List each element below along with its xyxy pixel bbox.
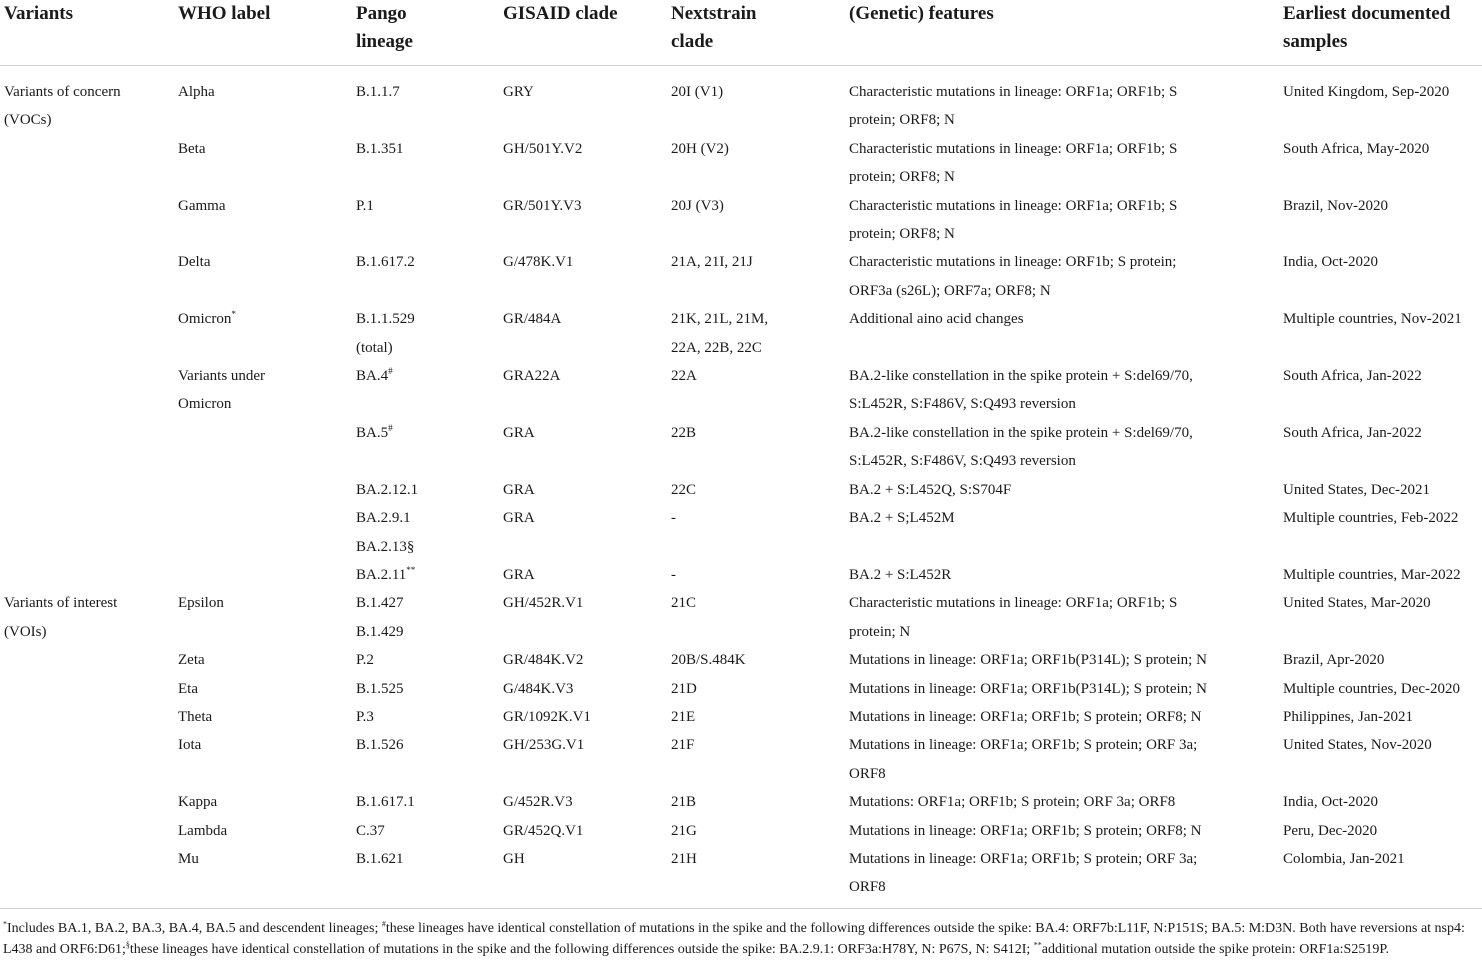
gisaid-clade-cell: GH <box>499 845 667 908</box>
genetic-features-cell: BA.2-like constellation in the spike protein + S:del69/70, S:L452R, S:F486V, S:Q493 reversion <box>849 424 1193 470</box>
table-row <box>0 703 1482 731</box>
nextstrain-clade-cell: 22B <box>671 424 697 441</box>
variant-group-cell <box>0 248 174 305</box>
genetic-features-cell: Characteristic mutations in lineage: ORF1a; ORF1b; S protein; ORF8; N <box>849 84 1178 129</box>
variant-group-cell <box>0 845 174 908</box>
genetic-features-cell: Characteristic mutations in lineage: ORF1a; ORF1b; S protein; ORF8; N <box>849 140 1178 186</box>
who-label-cell: Mu <box>174 845 352 908</box>
pango-lineage-cell: B.1.617.2 <box>356 254 415 271</box>
pango-lineage-cell: B.1.526 <box>356 737 404 754</box>
pango-lineage-cell: B.1.617.1 <box>356 794 415 811</box>
who-label-cell: Gamma <box>178 197 226 214</box>
gisaid-clade-cell: G/478K.V1 <box>503 254 574 271</box>
table-row <box>0 135 1482 192</box>
genetic-features-cell: Mutations in lineage: ORF1a; ORF1b(P314L); S protein; N <box>849 680 1207 697</box>
who-label-cell: Epsilon <box>178 595 224 612</box>
variant-group-cell <box>0 703 174 731</box>
earliest-samples-cell: Peru, Dec-2020 <box>1283 822 1378 839</box>
variant-group-cell <box>0 135 174 192</box>
pango-lineage-cell: BA.5# <box>356 422 393 441</box>
gisaid-clade-cell: GRY <box>503 84 534 100</box>
who-label-cell: Alpha <box>178 84 215 100</box>
who-label-cell: Omicron* <box>178 309 236 328</box>
earliest-samples-cell: India, Oct-2020 <box>1283 794 1378 811</box>
pango-lineage-cell: B.1.621 <box>352 845 499 908</box>
genetic-features-cell: BA.2 + S:L452R <box>849 566 952 583</box>
earliest-samples-cell: India, Oct-2020 <box>1283 254 1378 271</box>
earliest-samples-cell: Philippines, Jan-2021 <box>1283 708 1413 725</box>
nextstrain-clade-cell: 22A <box>671 368 697 385</box>
gisaid-clade-cell: GRA22A <box>503 368 561 385</box>
earliest-samples-cell: Multiple countries, Feb-2022 <box>1283 510 1459 527</box>
who-label-cell: Zeta <box>178 652 205 669</box>
variant-group-cell <box>0 504 174 561</box>
header-gisaid-clade: GISAID clade <box>499 0 667 66</box>
header-who-label: WHO label <box>174 0 352 66</box>
variant-group-cell <box>0 561 174 589</box>
variant-group-cell <box>0 362 174 419</box>
who-label-cell: Eta <box>178 680 198 697</box>
footnote-marker: § <box>125 940 130 950</box>
pango-lineage-cell: C.37 <box>356 822 385 839</box>
genetic-features-cell: Characteristic mutations in lineage: ORF1a; ORF1b; S protein; N <box>849 595 1178 640</box>
pango-lineage-cell: BA.2.12.1 <box>356 481 419 498</box>
nextstrain-clade-cell: - <box>671 566 676 583</box>
who-label-cell: Lambda <box>178 822 228 839</box>
variant-group-cell <box>0 817 174 845</box>
who-label-cell: Variants under Omicron <box>178 368 266 413</box>
nextstrain-clade-cell: 20B/S.484K <box>671 652 746 669</box>
table-row <box>0 817 1482 845</box>
nextstrain-clade-cell: 21E <box>671 708 696 725</box>
footnote-marker: # <box>381 919 386 929</box>
footnote-marker: ** <box>1033 940 1042 950</box>
who-label-cell: Kappa <box>178 794 218 811</box>
pango-lineage-cell: P.1 <box>356 197 374 214</box>
gisaid-clade-cell: GRA <box>503 481 535 498</box>
gisaid-clade-cell: GH/253G.V1 <box>503 737 585 754</box>
table-row <box>0 305 1482 362</box>
table-row <box>0 589 1482 646</box>
variant-group-cell <box>0 675 174 703</box>
earliest-samples-cell: Colombia, Jan-2021 <box>1279 845 1482 908</box>
nextstrain-clade-cell: 20H (V2) <box>671 140 729 157</box>
pango-lineage-cell: B.1.525 <box>356 680 404 697</box>
table-row <box>0 845 1482 908</box>
footnote-marker: # <box>388 366 393 377</box>
table-row <box>0 504 1482 561</box>
who-label-cell <box>174 504 352 561</box>
earliest-samples-cell: Multiple countries, Dec-2020 <box>1283 680 1461 697</box>
nextstrain-clade-cell: 21H <box>667 845 845 908</box>
table-row <box>0 646 1482 674</box>
pango-lineage-cell: BA.4# <box>356 366 393 385</box>
variant-group-cell <box>0 646 174 674</box>
variant-group-cell <box>0 305 174 362</box>
nextstrain-clade-cell: 21G <box>671 822 697 839</box>
variant-group-cell <box>0 192 174 249</box>
variant-group-cell <box>0 476 174 504</box>
pango-lineage-cell: P.2 <box>356 652 374 669</box>
gisaid-clade-cell: GRA <box>503 566 535 583</box>
gisaid-clade-cell: GR/501Y.V3 <box>503 197 582 214</box>
nextstrain-clade-cell: 21K, 21L, 21M, 22A, 22B, 22C <box>671 311 769 356</box>
earliest-samples-cell: South Africa, May-2020 <box>1283 140 1430 157</box>
variant-group-cell <box>0 788 174 816</box>
header-genetic-features: (Genetic) features <box>845 0 1279 66</box>
table-header-row <box>0 0 1482 66</box>
earliest-samples-cell: Multiple countries, Nov-2021 <box>1283 311 1462 328</box>
variant-group-cell: Variants of concern (VOCs) <box>4 84 121 129</box>
pango-lineage-cell: BA.2.11** <box>356 564 416 583</box>
table-row <box>0 248 1482 305</box>
gisaid-clade-cell: GRA <box>503 424 535 441</box>
genetic-features-cell: BA.2-like constellation in the spike protein + S:del69/70, S:L452R, S:F486V, S:Q493 reversion <box>849 368 1193 413</box>
table-row <box>0 476 1482 504</box>
footnote-marker: # <box>388 422 393 433</box>
genetic-features-cell: Mutations: ORF1a; ORF1b; S protein; ORF 3a; ORF8 <box>849 794 1176 811</box>
gisaid-clade-cell: G/452R.V3 <box>503 794 573 811</box>
header-variants: Variants <box>0 0 174 66</box>
genetic-features-cell: Mutations in lineage: ORF1a; ORF1b(P314L); S protein; N <box>849 652 1207 669</box>
footnote-marker: ** <box>406 564 416 575</box>
earliest-samples-cell: South Africa, Jan-2022 <box>1283 424 1422 441</box>
pango-lineage-cell: B.1.427 B.1.429 <box>356 595 404 640</box>
nextstrain-clade-cell: 21F <box>671 737 695 754</box>
gisaid-clade-cell: GH/452R.V1 <box>503 595 584 612</box>
nextstrain-clade-cell: 20I (V1) <box>671 84 724 100</box>
genetic-features-cell: Mutations in lineage: ORF1a; ORF1b; S protein; ORF 3a; ORF8 <box>845 845 1279 908</box>
earliest-samples-cell: United States, Nov-2020 <box>1283 737 1432 754</box>
nextstrain-clade-cell: 20J (V3) <box>671 197 724 214</box>
nextstrain-clade-cell: 21D <box>671 680 697 697</box>
earliest-samples-cell: Brazil, Nov-2020 <box>1283 197 1388 214</box>
gisaid-clade-cell: GR/1092K.V1 <box>503 708 591 725</box>
who-label-cell: Delta <box>178 254 211 271</box>
pango-lineage-cell: BA.2.9.1 BA.2.13§ <box>356 510 415 555</box>
footnote-marker: * <box>231 309 236 320</box>
table-row <box>0 675 1482 703</box>
genetic-features-cell: BA.2 + S;L452M <box>849 510 955 527</box>
gisaid-clade-cell: GH/501Y.V2 <box>503 140 583 157</box>
gisaid-clade-cell: G/484K.V3 <box>503 680 574 697</box>
genetic-features-cell: Additional aino acid changes <box>849 311 1024 328</box>
who-label-cell: Iota <box>178 737 202 754</box>
pango-lineage-cell: B.1.1.529 (total) <box>356 311 415 356</box>
variant-group-cell <box>0 419 174 476</box>
nextstrain-clade-cell: - <box>671 510 676 527</box>
header-pango-lineage: Pango lineage <box>352 0 499 66</box>
genetic-features-cell: BA.2 + S:L452Q, S:S704F <box>849 481 1012 498</box>
genetic-features-cell: Characteristic mutations in lineage: ORF1b; S protein; ORF3a (s26L); ORF7a; ORF8; N <box>849 254 1177 299</box>
earliest-samples-cell: United States, Dec-2021 <box>1283 481 1431 498</box>
table-row <box>0 419 1482 476</box>
variant-group-cell <box>0 731 174 788</box>
who-label-cell <box>174 419 352 476</box>
earliest-samples-cell: Multiple countries, Mar-2022 <box>1283 566 1461 583</box>
genetic-features-cell: Characteristic mutations in lineage: ORF1a; ORF1b; S protein; ORF8; N <box>849 197 1178 243</box>
gisaid-clade-cell: GR/484K.V2 <box>503 652 584 669</box>
header-nextstrain-clade: Nextstrain clade <box>667 0 845 66</box>
nextstrain-clade-cell: 21C <box>671 595 697 612</box>
genetic-features-cell: Mutations in lineage: ORF1a; ORF1b; S protein; ORF 3a; ORF8 <box>849 737 1198 782</box>
who-label-cell: Beta <box>178 140 206 157</box>
footnote-marker: * <box>3 919 7 929</box>
pango-lineage-cell: B.1.1.7 <box>356 84 400 100</box>
pango-lineage-cell: P.3 <box>356 708 374 725</box>
genetic-features-cell: Mutations in lineage: ORF1a; ORF1b; S protein; ORF8; N <box>849 708 1202 725</box>
who-label-cell <box>174 476 352 504</box>
table-row <box>0 66 1482 135</box>
table-row <box>0 192 1482 249</box>
table-row <box>0 561 1482 589</box>
gisaid-clade-cell: GRA <box>503 510 535 527</box>
nextstrain-clade-cell: 21B <box>671 794 697 811</box>
table-footnote: *Includes BA.1, BA.2, BA.3, BA.4, BA.5 and descendent lineages; #these lineages have identical constellation of mutations in the spike and the following differences outside the spike: BA.4: ORF7b:L11F, N:P151S; BA.5: M:D3N. Both have reversions at nsp4: L438 and ORF6:D61;§these lineages have identical constellation of mutations in the spike and the following differences outside the spike: BA.2.9.1: ORF3a:H78Y, N: P67S, N: S412I; **additional mutation outside the spike protein: ORF1a:S2519P. <box>3 919 1465 957</box>
genetic-features-cell: Mutations in lineage: ORF1a; ORF1b; S protein; ORF8; N <box>849 822 1202 839</box>
earliest-samples-cell: Brazil, Apr-2020 <box>1283 652 1385 669</box>
earliest-samples-cell: South Africa, Jan-2022 <box>1283 368 1422 385</box>
table-row <box>0 788 1482 816</box>
header-earliest-samples: Earliest documented samples <box>1279 0 1482 66</box>
table-body <box>0 66 1482 909</box>
gisaid-clade-cell: GR/484A <box>503 311 562 328</box>
earliest-samples-cell: United States, Mar-2020 <box>1283 595 1431 612</box>
table-row <box>0 731 1482 788</box>
nextstrain-clade-cell: 21A, 21I, 21J <box>671 254 753 271</box>
variant-group-cell: Variants of interest (VOIs) <box>4 595 118 640</box>
who-label-cell: Theta <box>178 708 213 725</box>
gisaid-clade-cell: GR/452Q.V1 <box>503 822 584 839</box>
pango-lineage-cell: B.1.351 <box>356 140 404 157</box>
who-label-cell <box>174 561 352 589</box>
nextstrain-clade-cell: 22C <box>671 481 697 498</box>
table-row <box>0 362 1482 419</box>
earliest-samples-cell: United Kingdom, Sep-2020 <box>1283 84 1450 100</box>
